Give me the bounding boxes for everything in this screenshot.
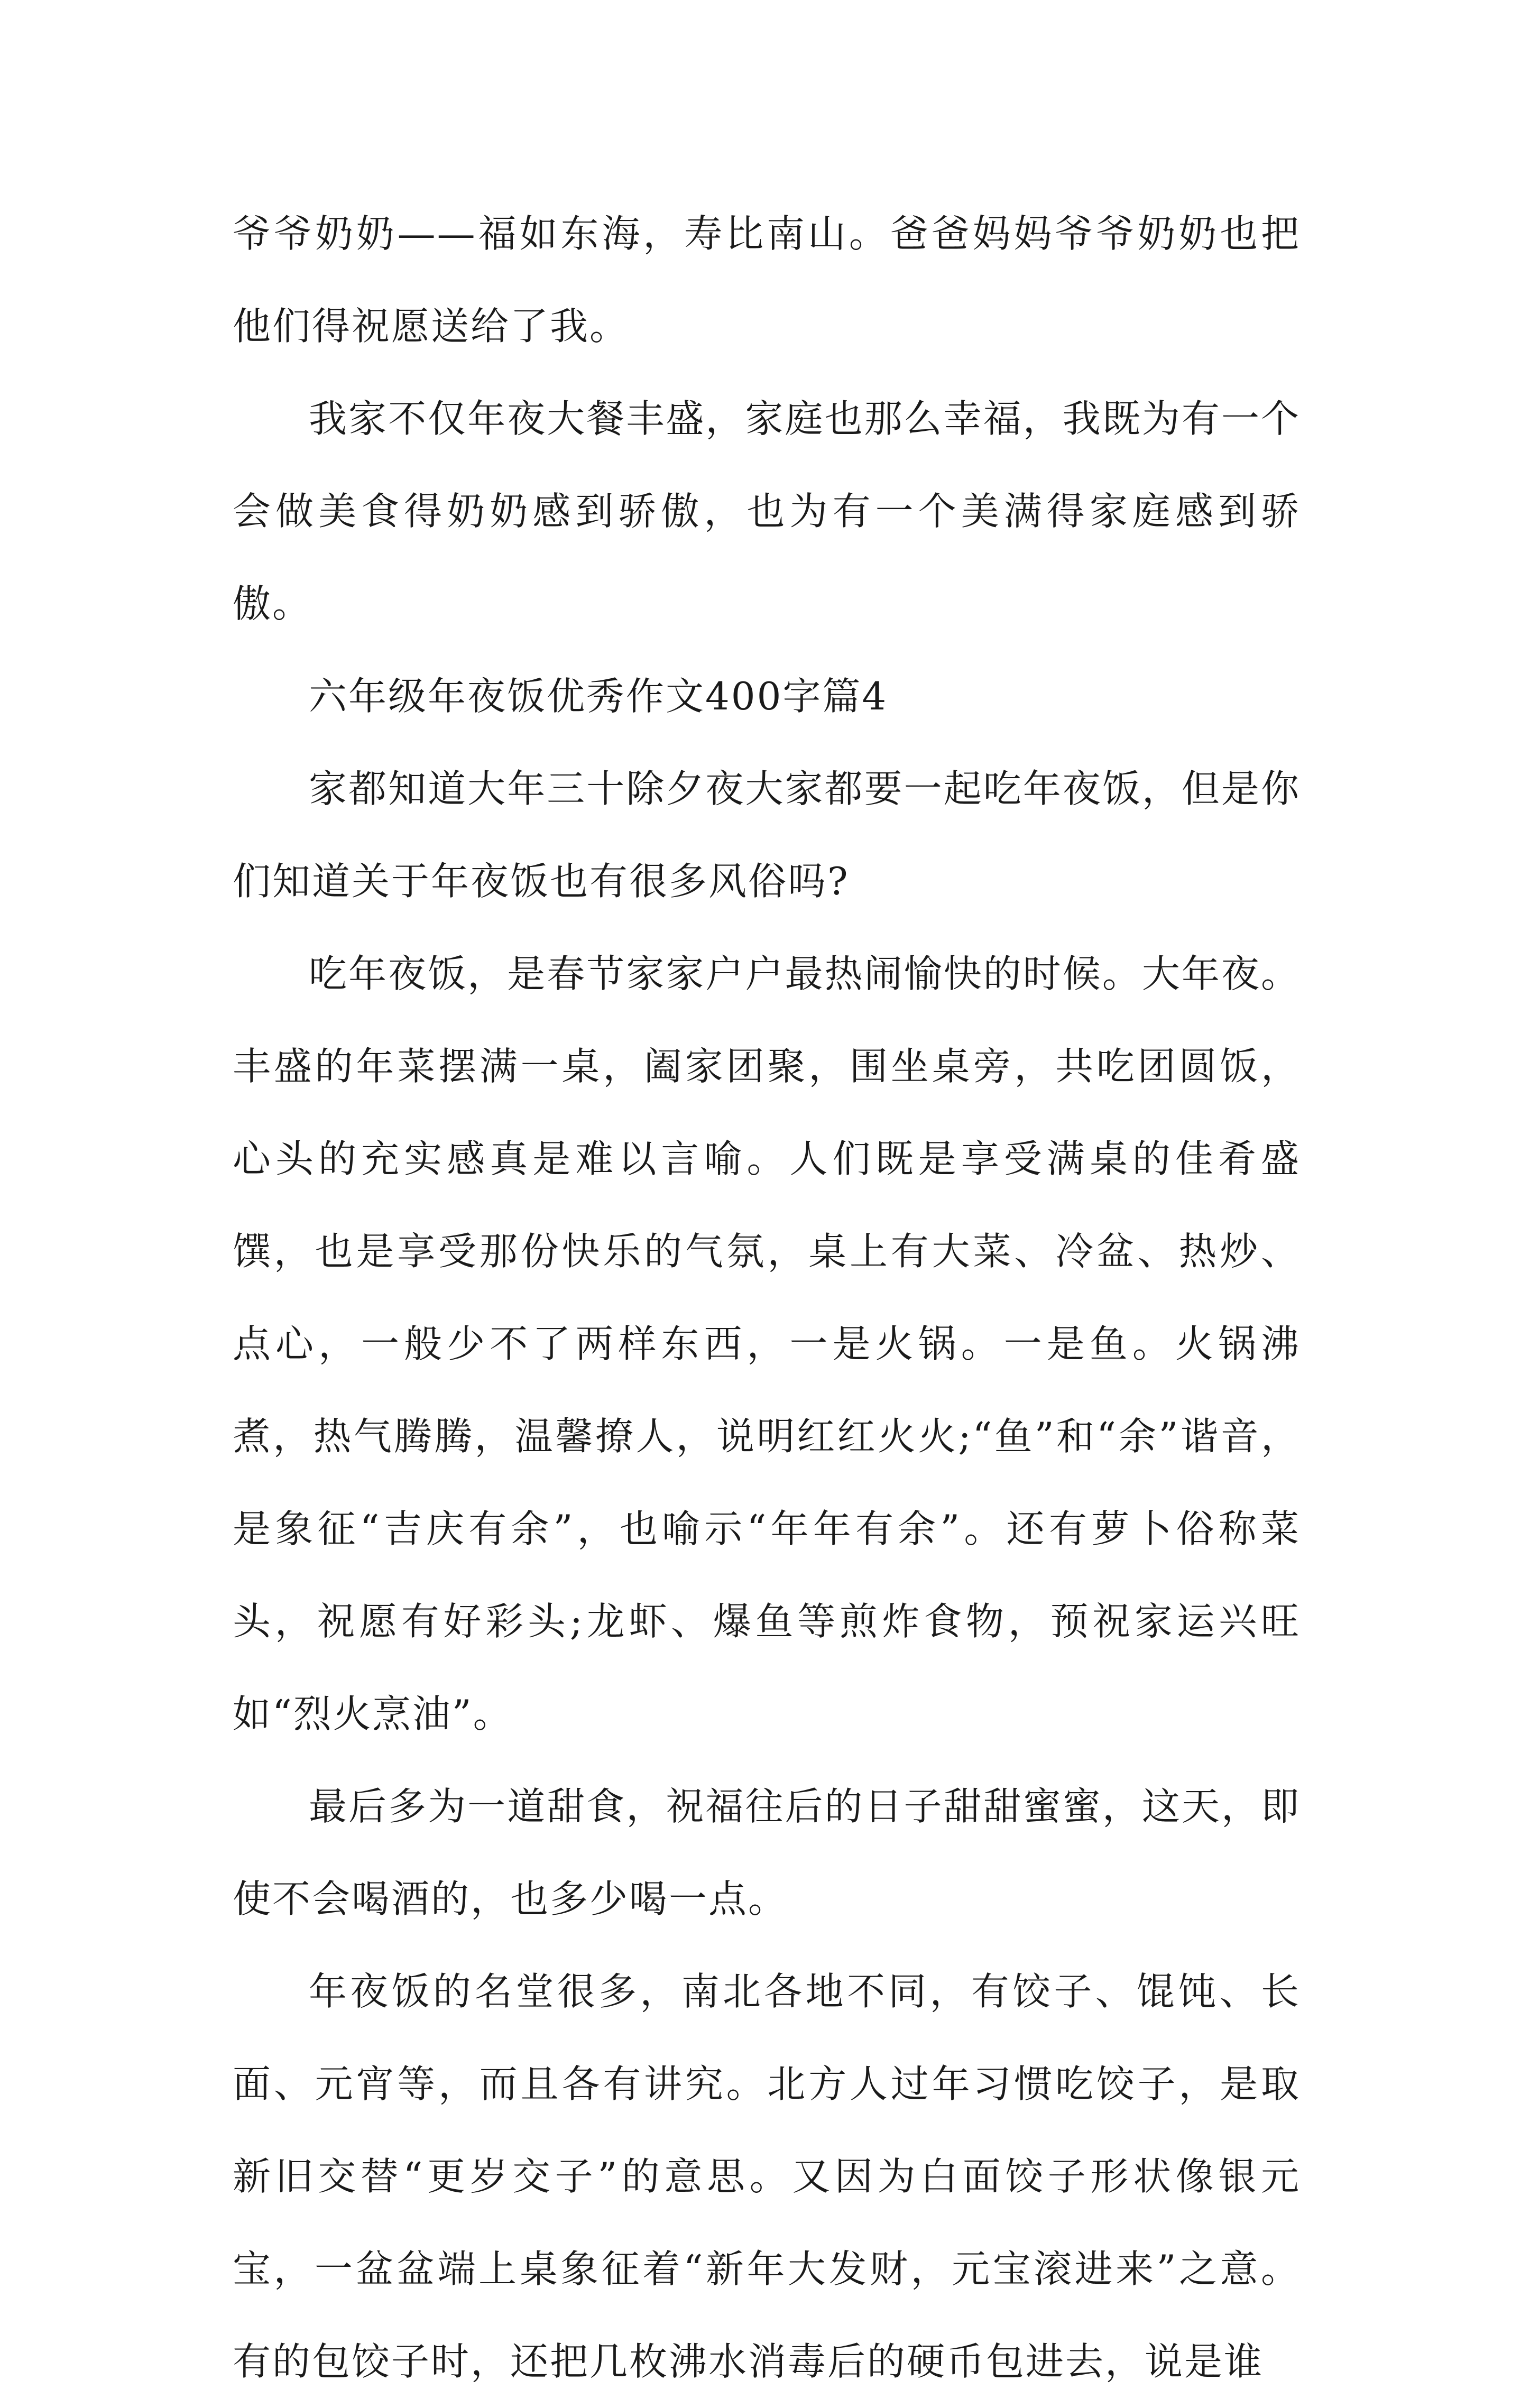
paragraph-dessert: 最后多为一道甜食，祝福往后的日子甜甜蜜蜜，这天，即使不会喝酒的，也多少喝一点。 [233, 1784, 1301, 1921]
paragraph-blessing-end: 爷爷奶奶——福如东海，寿比南山。爸爸妈妈爷爷奶奶也把他们得祝愿送给了我。 [233, 211, 1301, 348]
paragraph-customs: 吃年夜饭，是春节家家户户最热闹愉快的时候。大年夜。丰盛的年菜摆满一桌，阖家团聚，围坐桌旁，共吃团圆饭，心头的充实感真是难以言喻。人们既是享受满桌的佳肴盛馔，也是享受那份快乐的气氛，桌上有大菜、冷盆、热炒、点心，一般少不了两样东西，一是火锅。一是鱼。火锅沸煮，热气腾腾，温馨撩人，说明红红火火;“鱼”和“余”谐音，是象征“吉庆有余”，也喻示“年年有余”。还有萝卜俗称菜头，祝愿有好彩头;龙虾、爆鱼等煎炸食物，预祝家运兴旺如“烈火烹油”。 [233, 952, 1301, 1736]
paragraph-intro: 家都知道大年三十除夕夜大家都要一起吃年夜饭，但是你们知道关于年夜饭也有很多风俗吗? [233, 767, 1301, 903]
paragraph-family-pride: 我家不仅年夜大餐丰盛，家庭也那么幸福，我既为有一个会做美食得奶奶感到骄傲，也为有一个美满得家庭感到骄傲。 [233, 396, 1301, 626]
paragraph-regional-dishes: 年夜饭的名堂很多，南北各地不同，有饺子、馄饨、长面、元宵等，而且各有讲究。北方人过年习惯吃饺子，是取新旧交替“更岁交子”的意思。又因为白面饺子形状像银元宝，一盆盆端上桌象征着“新年大发财，元宝滚进来”之意。有的包饺子时，还把几枚沸水消毒后的硬币包进去，说是谁 [233, 1969, 1301, 2384]
document-body [233, 188, 1301, 2408]
essay-title: 六年级年夜饭优秀作文400字篇4 [309, 674, 888, 718]
